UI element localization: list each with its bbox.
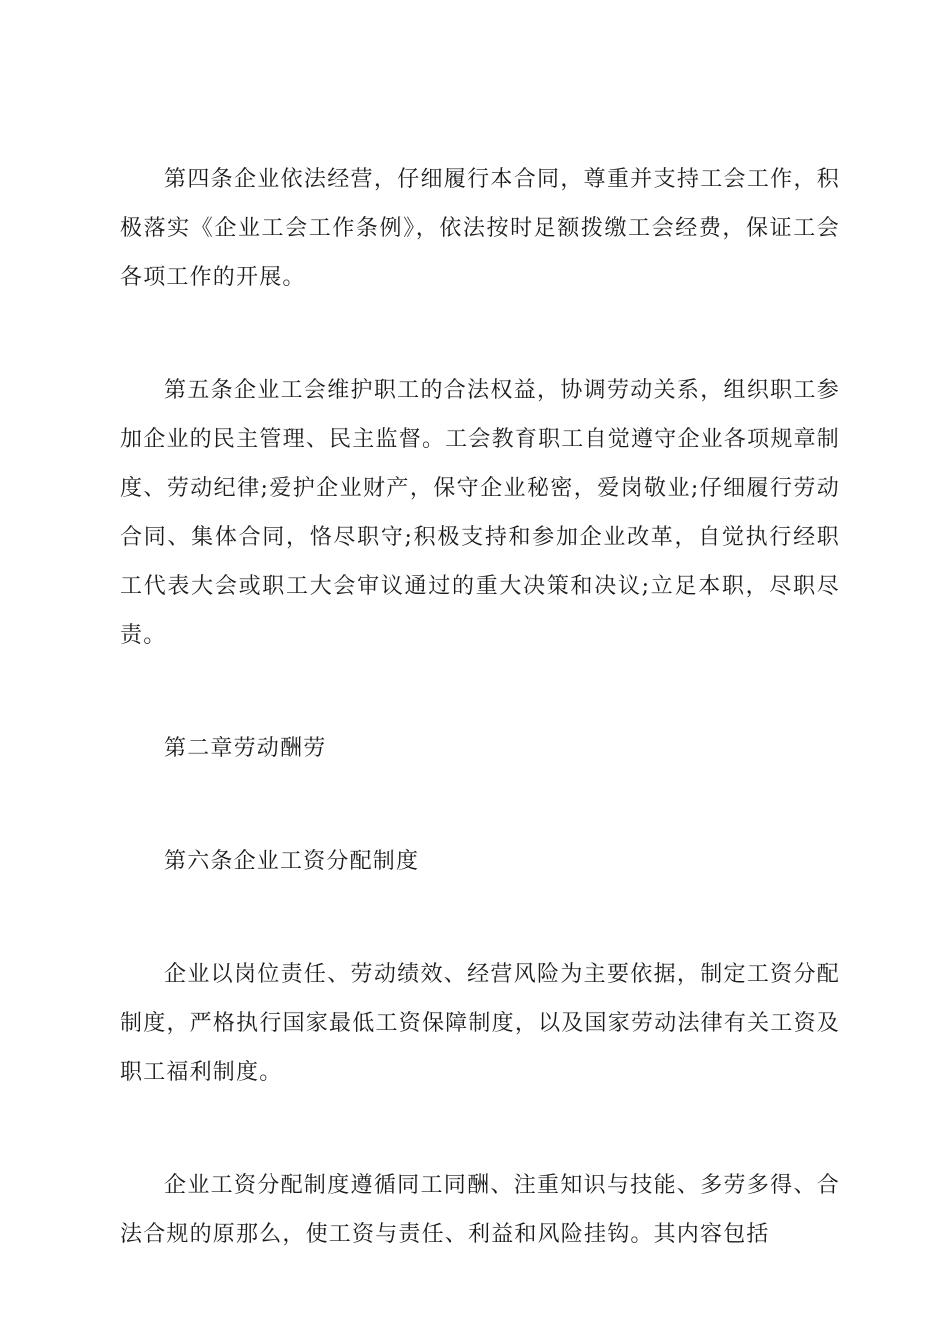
chapter-heading: 第二章劳动酬劳	[164, 736, 327, 761]
document-body	[120, 155, 840, 1323]
paragraph-wage-principles: 企业工资分配制度遵循同工同酬、注重知识与技能、多劳多得、合法合规的原那么，使工资与责任、利益和风险挂钩。其内容包括	[120, 1173, 840, 1247]
paragraph-article-4: 第四条企业依法经营，仔细履行本合同，尊重并支持工会工作，积极落实《企业工会工作条例》，依法按时足额拨缴工会经费，保证工会各项工作的开展。	[120, 167, 840, 290]
article-6-heading: 第六条企业工资分配制度	[164, 849, 420, 874]
paragraph-wage-basis: 企业以岗位责任、劳动绩效、经营风险为主要依据，制定工资分配制度，严格执行国家最低工资保障制度，以及国家劳动法律有关工资及职工福利制度。	[120, 962, 840, 1085]
paragraph-article-5: 第五条企业工会维护职工的合法权益，协调劳动关系，组织职工参加企业的民主管理、民主监督。工会教育职工自觉遵守企业各项规章制度、劳动纪律;爱护企业财产，保守企业秘密，爱岗敬业;仔细履行劳动合同、集体合同，恪尽职守;积极支持和参加企业改革，自觉执行经职工代表大会或职工大会审议通过的重大决策和决议;立足本职，尽职尽责。	[120, 378, 840, 648]
